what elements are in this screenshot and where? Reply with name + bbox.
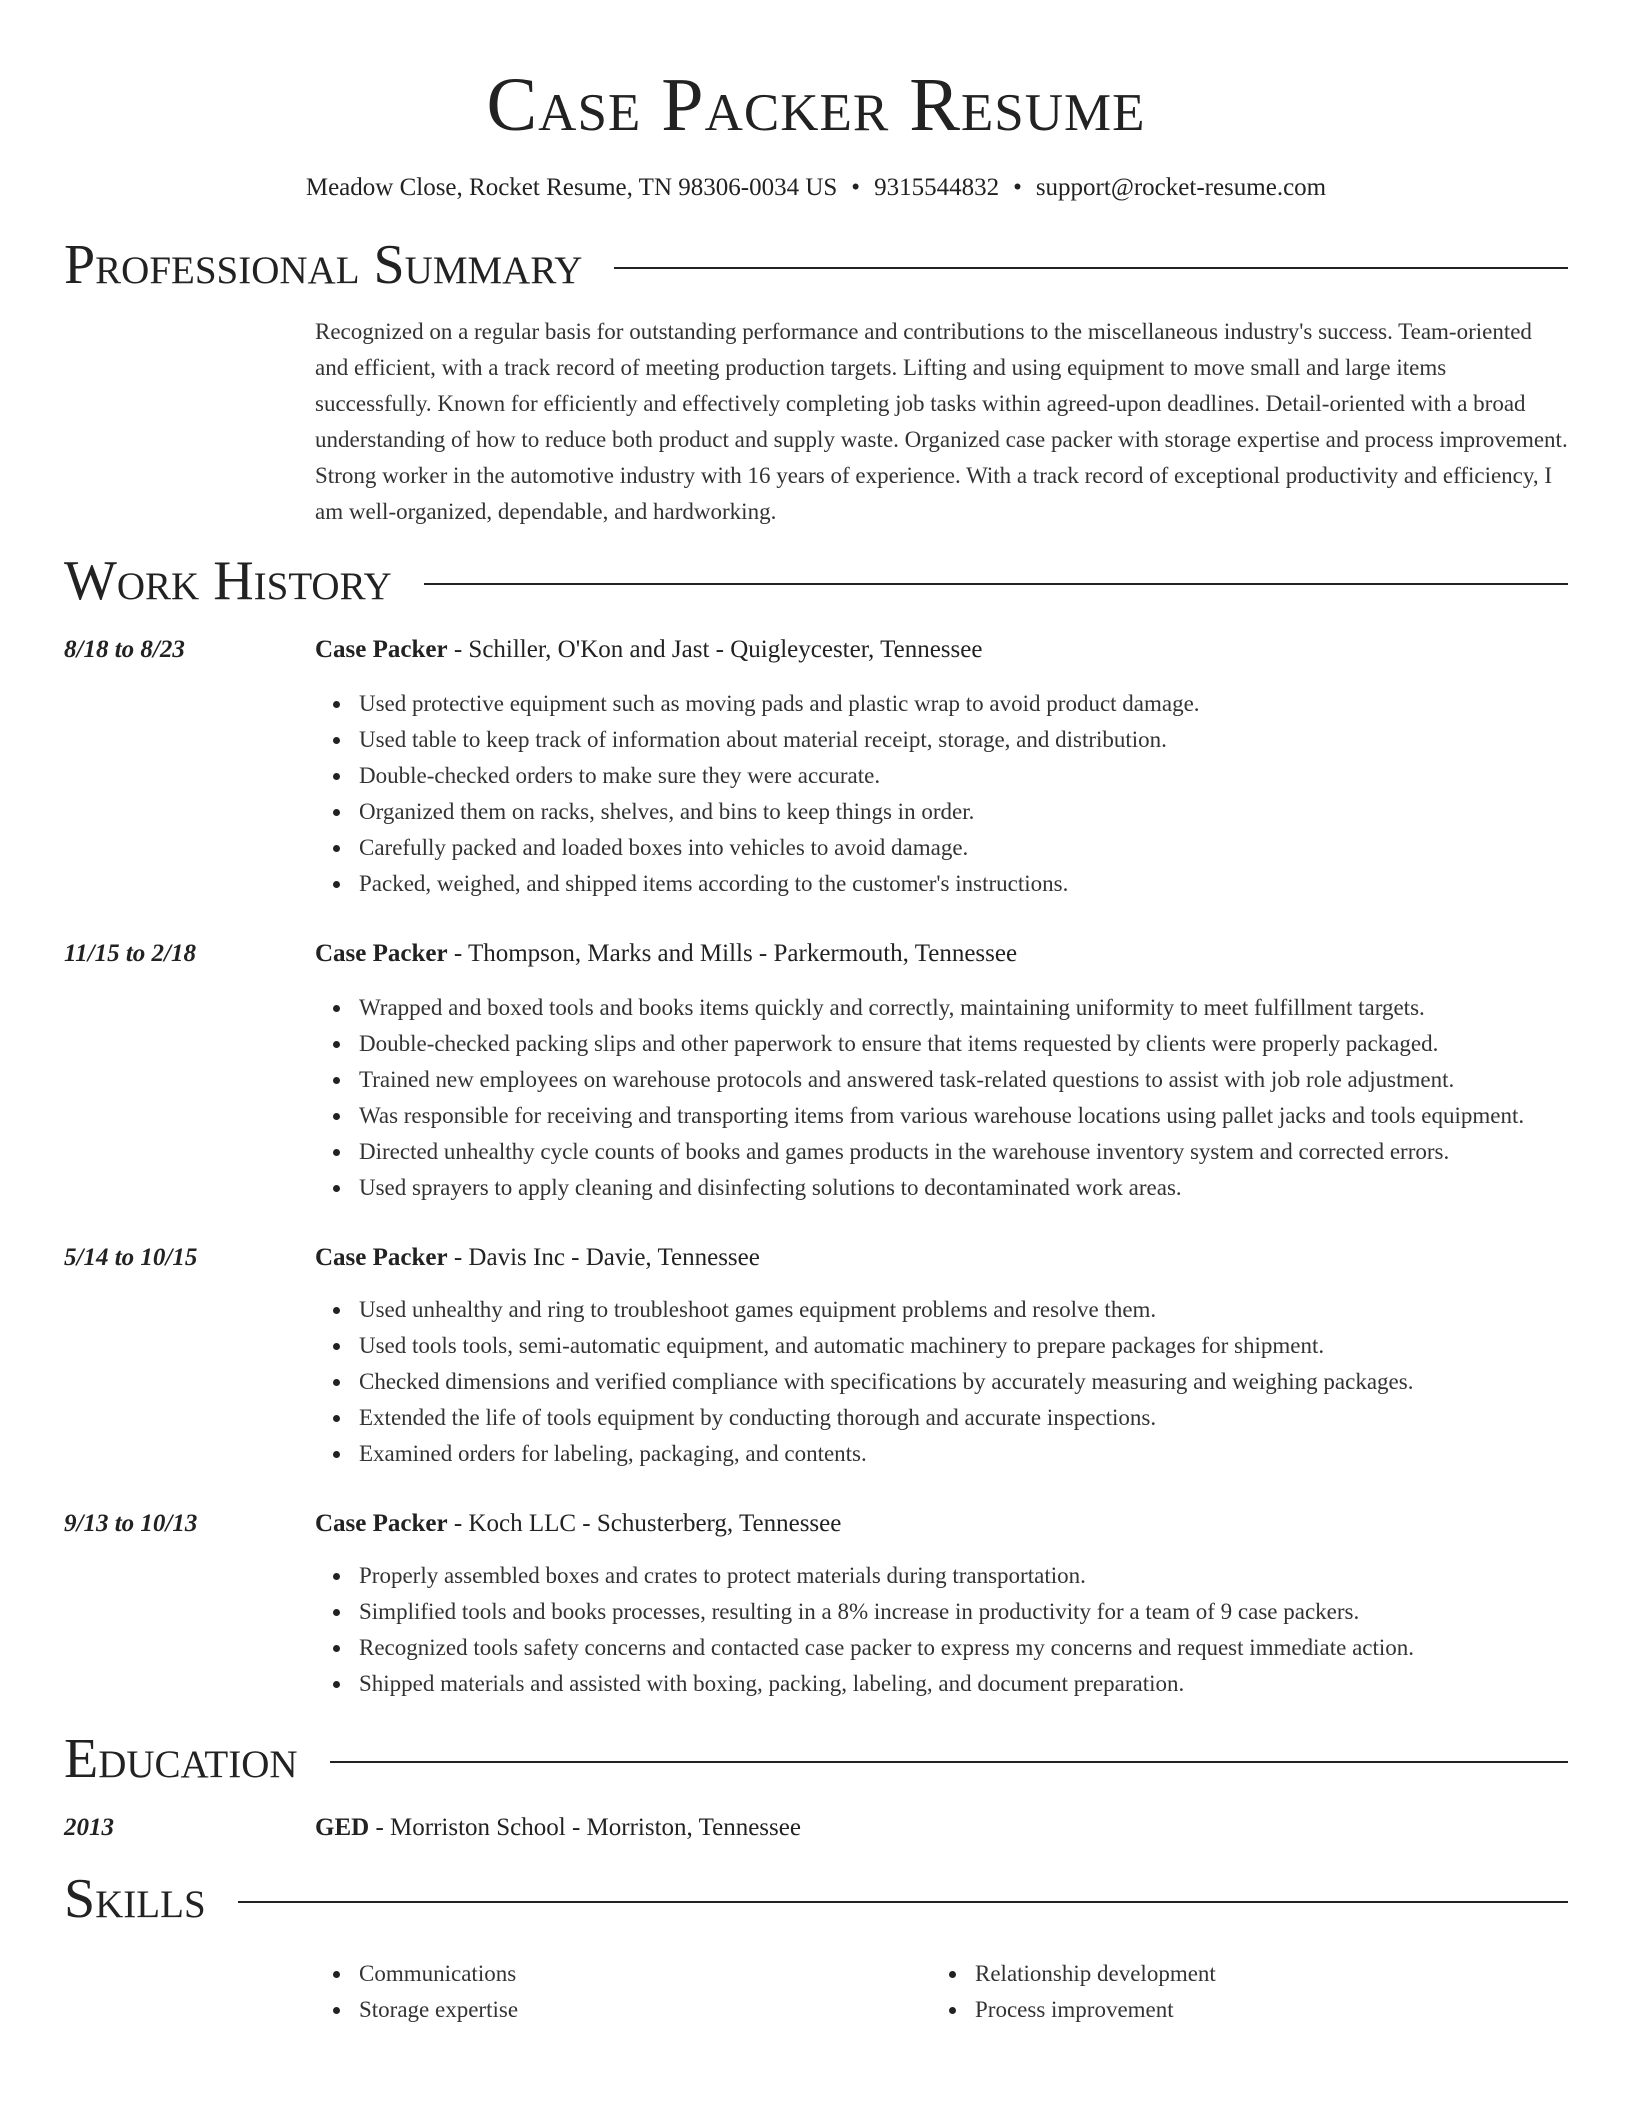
job-content xyxy=(315,632,1568,902)
summary-text: Recognized on a regular basis for outstanding performance and contributions to the miscellaneous industry's success. Team-oriented and efficient, with a track record of meeting production targets. Lifting and using equipment to move small and large items successfully. Known for efficiently and effectively completing job tasks within agreed-upon deadlines. Detail-oriented with a broad understanding of how to reduce both product and supply waste. Organized case packer with storage expertise and process improvement. Strong worker in the automotive industry with 16 years of experience. With a track record of exceptional productivity and efficiency, I am well-organized, dependable, and hardworking. xyxy=(315,319,1568,524)
job-entry xyxy=(64,1506,1568,1702)
job-duties xyxy=(315,1292,1568,1472)
job-duty-item: Used table to keep track of information about material receipt, storage, and distribution. xyxy=(359,722,1568,758)
job-role: Case Packer xyxy=(315,940,448,967)
skills-column-left xyxy=(315,1956,931,2028)
job-duties xyxy=(315,990,1568,1206)
job-role: Case Packer xyxy=(315,1510,448,1537)
job-content xyxy=(315,1240,1568,1472)
education-degree: GED xyxy=(315,1814,370,1841)
job-duty-item: Properly assembled boxes and crates to protect materials during transportation. xyxy=(359,1558,1568,1594)
job-content xyxy=(315,1506,1568,1702)
contact-address: Meadow Close, Rocket Resume, TN 98306-0034 US xyxy=(305,174,838,201)
skills-items xyxy=(931,1956,1547,2028)
education-content xyxy=(315,1810,1568,1846)
section-header-work-history xyxy=(64,546,1568,616)
job-duty-item: Shipped materials and assisted with boxing, packing, labeling, and document preparation. xyxy=(359,1666,1568,1702)
section-header-summary xyxy=(64,230,1568,300)
job-heading xyxy=(315,1506,1568,1542)
education-year: 2013 xyxy=(64,1814,114,1841)
job-dates: 9/13 to 10/13 xyxy=(64,1510,198,1537)
job-content xyxy=(315,936,1568,1206)
section-title-work-history: Work History xyxy=(64,550,392,612)
skills-list xyxy=(315,1956,1568,2028)
skills-column-right xyxy=(931,1956,1547,2028)
job-dates: 8/18 to 8/23 xyxy=(64,636,185,663)
section-divider xyxy=(614,267,1568,269)
contact-separator: • xyxy=(1013,174,1022,201)
job-duty-item: Double-checked orders to make sure they were accurate. xyxy=(359,758,1568,794)
job-duty-item: Checked dimensions and verified compliance with specifications by accurately measuring and weighing packages. xyxy=(359,1364,1568,1400)
section-title-education: Education xyxy=(64,1728,298,1790)
job-entry xyxy=(64,936,1568,1206)
contact-email: support@rocket-resume.com xyxy=(1035,174,1327,201)
skill-item: Storage expertise xyxy=(359,1992,931,2028)
education-entry xyxy=(64,1810,1568,1846)
education-school-location: - Morriston School - Morriston, Tennessee xyxy=(369,1814,801,1841)
resume-page xyxy=(64,0,1568,2028)
job-role: Case Packer xyxy=(315,1244,448,1271)
job-employer-location: - Thompson, Marks and Mills - Parkermouth, Tennessee xyxy=(447,940,1018,967)
job-duty-item: Packed, weighed, and shipped items according to the customer's instructions. xyxy=(359,866,1568,902)
job-duties xyxy=(315,686,1568,902)
job-employer-location: - Davis Inc - Davie, Tennessee xyxy=(447,1244,760,1271)
job-duty-item: Double-checked packing slips and other paperwork to ensure that items requested by clients were properly packaged. xyxy=(359,1026,1568,1062)
section-title-skills: Skills xyxy=(64,1868,206,1930)
job-duty-item: Used unhealthy and ring to troubleshoot games equipment problems and resolve them. xyxy=(359,1292,1568,1328)
job-duty-item: Used sprayers to apply cleaning and disinfecting solutions to decontaminated work areas. xyxy=(359,1170,1568,1206)
job-entry xyxy=(64,1240,1568,1472)
resume-title: Case Packer Resume xyxy=(486,63,1146,147)
section-divider xyxy=(238,1901,1568,1903)
contact-phone: 9315544832 xyxy=(874,174,1000,201)
job-heading xyxy=(315,1240,1568,1276)
job-duty-item: Was responsible for receiving and transporting items from various warehouse locations using pallet jacks and tools equipment. xyxy=(359,1098,1568,1134)
job-duty-item: Extended the life of tools equipment by conducting thorough and accurate inspections. xyxy=(359,1400,1568,1436)
job-duty-item: Used protective equipment such as moving pads and plastic wrap to avoid product damage. xyxy=(359,686,1568,722)
section-header-skills xyxy=(64,1864,1568,1934)
job-duty-item: Carefully packed and loaded boxes into vehicles to avoid damage. xyxy=(359,830,1568,866)
job-dates: 11/15 to 2/18 xyxy=(64,940,196,967)
job-duty-item: Trained new employees on warehouse protocols and answered task-related questions to assist with job role adjustment. xyxy=(359,1062,1568,1098)
job-duty-item: Directed unhealthy cycle counts of books and games products in the warehouse inventory system and corrected errors. xyxy=(359,1134,1568,1170)
education-heading xyxy=(315,1810,1568,1846)
job-duty-item: Used tools tools, semi-automatic equipment, and automatic machinery to prepare packages for shipment. xyxy=(359,1328,1568,1364)
job-entry xyxy=(64,632,1568,902)
job-dates: 5/14 to 10/15 xyxy=(64,1244,198,1271)
skill-item: Process improvement xyxy=(975,1992,1547,2028)
job-heading xyxy=(315,936,1568,972)
job-role: Case Packer xyxy=(315,636,448,663)
job-duty-item: Recognized tools safety concerns and contacted case packer to express my concerns and request immediate action. xyxy=(359,1630,1568,1666)
job-duty-item: Wrapped and boxed tools and books items quickly and correctly, maintaining uniformity to meet fulfillment targets. xyxy=(359,990,1568,1026)
skill-item: Communications xyxy=(359,1956,931,1992)
skill-item: Relationship development xyxy=(975,1956,1547,1992)
section-divider xyxy=(424,583,1568,585)
contact-separator: • xyxy=(851,174,861,201)
job-duty-item: Examined orders for labeling, packaging, and contents. xyxy=(359,1436,1568,1472)
job-employer-location: - Schiller, O'Kon and Jast - Quigleycester, Tennessee xyxy=(447,636,983,663)
job-duties xyxy=(315,1558,1568,1702)
section-title-summary: Professional Summary xyxy=(64,234,583,296)
section-divider xyxy=(330,1761,1568,1763)
skills-items xyxy=(315,1956,931,2028)
section-header-education xyxy=(64,1724,1568,1794)
job-duty-item: Organized them on racks, shelves, and bins to keep things in order. xyxy=(359,794,1568,830)
contact-line xyxy=(64,172,1568,204)
job-heading xyxy=(315,632,1568,668)
job-employer-location: - Koch LLC - Schusterberg, Tennessee xyxy=(447,1510,842,1537)
job-duty-item: Simplified tools and books processes, resulting in a 8% increase in productivity for a team of 9 case packers. xyxy=(359,1594,1568,1630)
